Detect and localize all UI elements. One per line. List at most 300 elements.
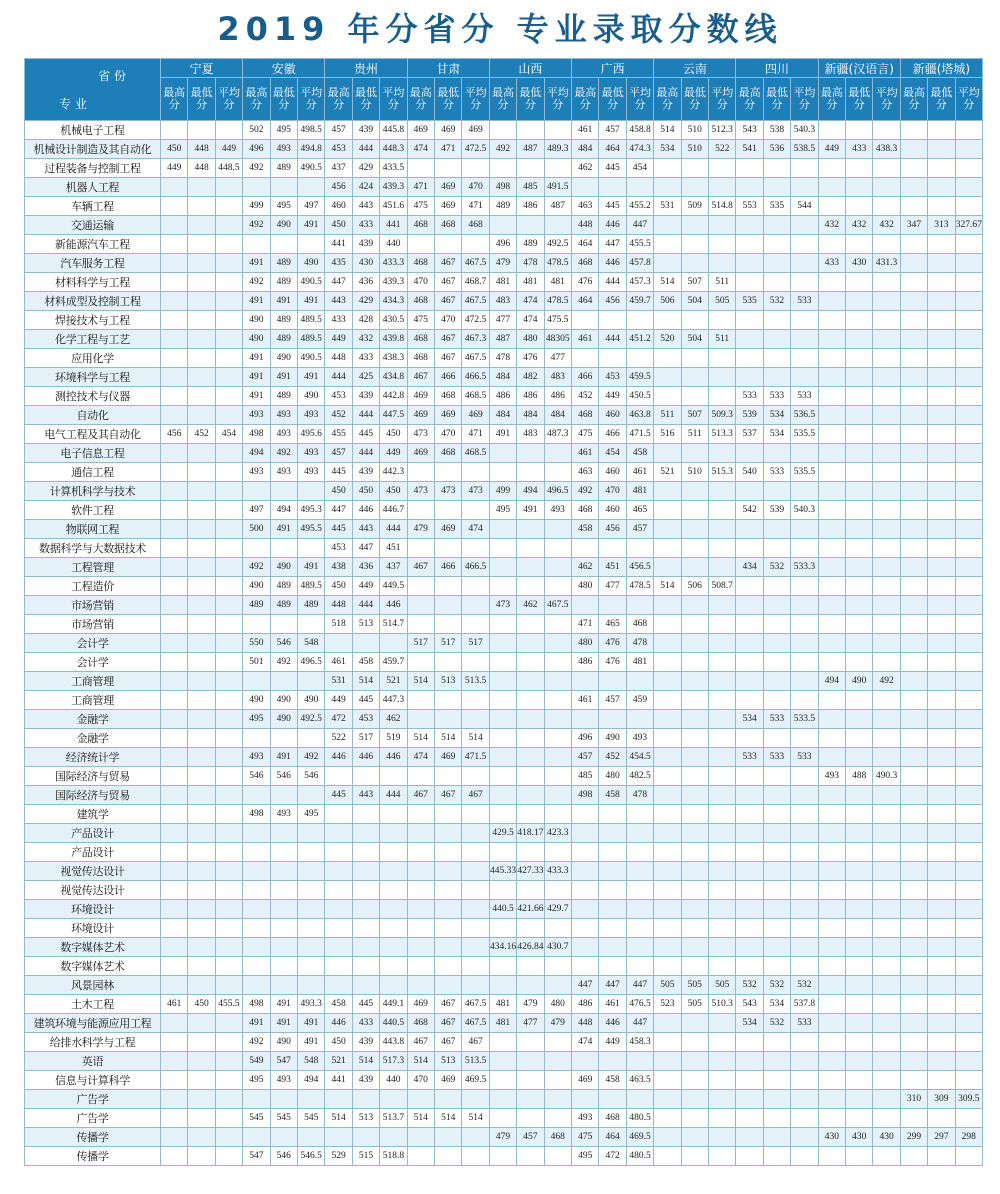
score-cell xyxy=(654,216,681,235)
score-cell xyxy=(928,710,955,729)
score-cell xyxy=(791,1128,818,1147)
score-type-header: 最低分 xyxy=(270,78,297,121)
score-cell xyxy=(462,710,489,729)
score-cell: 493 xyxy=(297,444,324,463)
score-cell xyxy=(380,976,407,995)
score-cell xyxy=(215,710,242,729)
score-cell xyxy=(928,254,955,273)
score-cell: 439 xyxy=(352,463,379,482)
table-row xyxy=(25,1147,983,1166)
score-cell xyxy=(846,1109,873,1128)
table-row xyxy=(25,995,983,1014)
table-row xyxy=(25,482,983,501)
score-cell: 451 xyxy=(380,539,407,558)
score-cell: 473 xyxy=(462,482,489,501)
score-cell: 486 xyxy=(489,387,516,406)
score-cell: 533 xyxy=(763,710,790,729)
major-name-cell: 国际经济与贸易 xyxy=(25,786,161,805)
score-cell xyxy=(435,463,462,482)
score-cell xyxy=(489,748,516,767)
score-cell xyxy=(736,330,763,349)
score-cell xyxy=(846,976,873,995)
score-cell xyxy=(544,1109,571,1128)
score-cell xyxy=(955,957,982,976)
score-cell: 433.5 xyxy=(380,159,407,178)
score-cell xyxy=(572,596,599,615)
score-cell: 493 xyxy=(270,425,297,444)
score-cell xyxy=(270,729,297,748)
score-cell xyxy=(900,710,927,729)
score-cell xyxy=(188,1071,215,1090)
score-cell: 469 xyxy=(462,121,489,140)
score-cell: 458 xyxy=(599,786,626,805)
score-cell xyxy=(572,824,599,843)
score-cell xyxy=(955,140,982,159)
score-cell xyxy=(681,881,708,900)
score-cell: 458 xyxy=(599,1071,626,1090)
score-cell xyxy=(791,596,818,615)
score-type-header: 最低分 xyxy=(763,78,790,121)
score-cell xyxy=(955,178,982,197)
score-cell xyxy=(955,1014,982,1033)
score-cell xyxy=(873,311,900,330)
score-cell xyxy=(846,843,873,862)
score-cell: 423.3 xyxy=(544,824,571,843)
table-row xyxy=(25,957,983,976)
score-cell: 491 xyxy=(270,995,297,1014)
score-cell xyxy=(517,805,544,824)
score-cell: 494 xyxy=(270,501,297,520)
corner-province-label: 省 份 xyxy=(98,69,126,83)
score-cell xyxy=(928,482,955,501)
score-cell: 543 xyxy=(736,995,763,1014)
score-cell xyxy=(818,273,845,292)
score-cell xyxy=(900,786,927,805)
score-cell xyxy=(407,691,434,710)
score-cell: 446 xyxy=(599,216,626,235)
score-cell xyxy=(380,843,407,862)
score-cell: 453 xyxy=(599,368,626,387)
score-cell: 433 xyxy=(818,254,845,273)
score-cell: 313 xyxy=(928,216,955,235)
score-cell xyxy=(188,1052,215,1071)
score-type-header: 最高分 xyxy=(654,78,681,121)
score-cell: 448 xyxy=(188,140,215,159)
score-cell xyxy=(846,748,873,767)
score-cell: 453 xyxy=(325,539,352,558)
score-cell: 535 xyxy=(763,197,790,216)
score-cell: 468.7 xyxy=(462,273,489,292)
score-cell: 476 xyxy=(599,653,626,672)
score-cell: 494 xyxy=(818,672,845,691)
score-cell xyxy=(928,197,955,216)
score-cell xyxy=(846,292,873,311)
score-cell xyxy=(517,159,544,178)
score-cell xyxy=(188,710,215,729)
score-cell: 477 xyxy=(599,577,626,596)
score-cell: 485 xyxy=(572,767,599,786)
score-cell: 457 xyxy=(517,1128,544,1147)
score-type-header: 平均分 xyxy=(626,78,653,121)
score-cell: 455.5 xyxy=(626,235,653,254)
score-cell: 451 xyxy=(599,558,626,577)
score-cell xyxy=(325,824,352,843)
score-type-header: 最高分 xyxy=(572,78,599,121)
score-cell: 494.8 xyxy=(297,140,324,159)
score-cell xyxy=(161,197,188,216)
score-cell: 469 xyxy=(435,520,462,539)
score-cell: 468 xyxy=(407,330,434,349)
score-cell xyxy=(873,729,900,748)
score-cell xyxy=(955,748,982,767)
score-cell xyxy=(215,748,242,767)
score-cell xyxy=(161,672,188,691)
score-cell xyxy=(818,178,845,197)
score-cell xyxy=(873,691,900,710)
score-cell xyxy=(435,539,462,558)
table-row xyxy=(25,235,983,254)
score-cell xyxy=(818,938,845,957)
score-cell xyxy=(900,729,927,748)
score-cell xyxy=(681,805,708,824)
score-cell xyxy=(572,900,599,919)
score-cell xyxy=(654,767,681,786)
score-cell: 546 xyxy=(270,634,297,653)
score-cell xyxy=(791,235,818,254)
score-cell xyxy=(709,786,736,805)
score-cell: 491 xyxy=(270,368,297,387)
score-cell xyxy=(709,805,736,824)
score-cell: 447.3 xyxy=(380,691,407,710)
score-cell: 436 xyxy=(352,558,379,577)
score-cell: 469 xyxy=(407,406,434,425)
score-cell xyxy=(955,710,982,729)
score-cell xyxy=(215,615,242,634)
major-name-cell: 交通运输 xyxy=(25,216,161,235)
score-cell xyxy=(900,596,927,615)
score-cell xyxy=(544,444,571,463)
score-cell xyxy=(188,577,215,596)
score-cell xyxy=(215,843,242,862)
score-cell: 490.5 xyxy=(297,159,324,178)
score-cell: 459 xyxy=(626,691,653,710)
score-cell: 477 xyxy=(489,311,516,330)
score-cell xyxy=(352,634,379,653)
score-cell: 518 xyxy=(325,615,352,634)
score-cell xyxy=(325,767,352,786)
score-cell xyxy=(791,216,818,235)
table-row xyxy=(25,710,983,729)
score-cell xyxy=(517,1090,544,1109)
score-cell xyxy=(900,197,927,216)
score-cell xyxy=(818,520,845,539)
score-cell xyxy=(243,881,270,900)
score-cell xyxy=(736,368,763,387)
score-cell xyxy=(928,1033,955,1052)
score-cell: 514.8 xyxy=(709,197,736,216)
score-cell xyxy=(846,1147,873,1166)
score-cell xyxy=(435,881,462,900)
score-cell xyxy=(435,1090,462,1109)
score-cell: 496.5 xyxy=(297,653,324,672)
score-cell xyxy=(900,634,927,653)
score-cell: 514 xyxy=(352,1052,379,1071)
score-cell: 481 xyxy=(544,273,571,292)
score-cell xyxy=(161,710,188,729)
score-cell xyxy=(709,1128,736,1147)
score-cell: 533 xyxy=(736,387,763,406)
score-cell: 505 xyxy=(709,292,736,311)
score-cell: 489.5 xyxy=(297,330,324,349)
score-cell: 491 xyxy=(297,1014,324,1033)
score-cell xyxy=(462,881,489,900)
score-cell xyxy=(654,178,681,197)
score-cell: 517.3 xyxy=(380,1052,407,1071)
score-cell xyxy=(900,444,927,463)
score-cell xyxy=(900,919,927,938)
score-cell xyxy=(215,1128,242,1147)
table-row xyxy=(25,349,983,368)
score-cell xyxy=(517,691,544,710)
score-cell xyxy=(654,520,681,539)
score-cell xyxy=(681,368,708,387)
score-cell: 495 xyxy=(572,1147,599,1166)
score-cell xyxy=(654,786,681,805)
score-cell xyxy=(517,843,544,862)
score-cell: 489 xyxy=(270,254,297,273)
major-name-cell: 市场营销 xyxy=(25,596,161,615)
score-cell: 475 xyxy=(572,425,599,444)
score-cell: 518.8 xyxy=(380,1147,407,1166)
score-cell xyxy=(928,767,955,786)
score-cell: 514 xyxy=(654,121,681,140)
score-cell xyxy=(654,900,681,919)
score-cell xyxy=(517,615,544,634)
score-cell: 534 xyxy=(763,995,790,1014)
score-cell xyxy=(846,197,873,216)
score-cell: 444 xyxy=(380,520,407,539)
score-cell xyxy=(791,843,818,862)
major-name-cell: 软件工程 xyxy=(25,501,161,520)
score-cell xyxy=(763,539,790,558)
score-cell xyxy=(544,121,571,140)
score-cell xyxy=(626,178,653,197)
score-cell xyxy=(243,957,270,976)
score-cell xyxy=(297,938,324,957)
score-cell xyxy=(572,349,599,368)
score-cell: 468 xyxy=(462,216,489,235)
province-header-row xyxy=(25,59,983,78)
score-cell xyxy=(215,824,242,843)
score-cell: 468 xyxy=(572,406,599,425)
score-cell xyxy=(873,539,900,558)
score-cell xyxy=(517,216,544,235)
score-cell xyxy=(435,615,462,634)
score-cell xyxy=(736,729,763,748)
score-cell xyxy=(763,520,790,539)
score-cell xyxy=(791,444,818,463)
score-cell xyxy=(955,387,982,406)
score-cell: 479 xyxy=(517,995,544,1014)
score-cell xyxy=(243,900,270,919)
score-cell xyxy=(161,938,188,957)
score-cell: 450 xyxy=(352,482,379,501)
score-cell xyxy=(215,444,242,463)
score-cell: 429.5 xyxy=(489,824,516,843)
score-cell xyxy=(900,406,927,425)
score-cell xyxy=(846,311,873,330)
score-cell xyxy=(544,1071,571,1090)
table-row xyxy=(25,501,983,520)
score-cell xyxy=(243,862,270,881)
score-cell: 486 xyxy=(572,995,599,1014)
score-cell: 434.8 xyxy=(380,368,407,387)
score-cell xyxy=(955,121,982,140)
major-name-cell: 广告学 xyxy=(25,1090,161,1109)
score-cell: 537 xyxy=(736,425,763,444)
score-cell: 468 xyxy=(435,216,462,235)
score-cell xyxy=(873,558,900,577)
score-cell: 514 xyxy=(407,672,434,691)
score-cell xyxy=(407,767,434,786)
score-cell: 441 xyxy=(380,216,407,235)
score-cell xyxy=(709,501,736,520)
score-cell xyxy=(818,824,845,843)
score-cell xyxy=(626,824,653,843)
major-name-cell: 材料科学与工程 xyxy=(25,273,161,292)
score-cell xyxy=(736,1109,763,1128)
score-cell xyxy=(215,881,242,900)
score-cell: 443.8 xyxy=(380,1033,407,1052)
score-cell xyxy=(928,957,955,976)
score-cell xyxy=(736,634,763,653)
score-cell: 452 xyxy=(325,406,352,425)
score-cell xyxy=(489,634,516,653)
score-cell: 533 xyxy=(791,387,818,406)
score-cell xyxy=(900,159,927,178)
score-cell xyxy=(709,824,736,843)
score-cell: 537.8 xyxy=(791,995,818,1014)
score-cell: 484 xyxy=(489,368,516,387)
score-cell xyxy=(297,976,324,995)
score-type-header: 平均分 xyxy=(955,78,982,121)
score-cell xyxy=(818,121,845,140)
score-cell: 489 xyxy=(270,311,297,330)
score-cell xyxy=(188,634,215,653)
score-cell xyxy=(900,691,927,710)
score-cell: 433 xyxy=(846,140,873,159)
score-cell: 447 xyxy=(599,976,626,995)
score-cell: 545 xyxy=(243,1109,270,1128)
score-cell xyxy=(818,1109,845,1128)
score-cell xyxy=(736,254,763,273)
score-cell xyxy=(270,862,297,881)
score-cell xyxy=(489,1071,516,1090)
score-cell: 446 xyxy=(380,596,407,615)
score-cell xyxy=(544,558,571,577)
score-cell xyxy=(681,387,708,406)
score-cell xyxy=(736,691,763,710)
score-cell: 466 xyxy=(435,558,462,577)
score-cell xyxy=(297,539,324,558)
score-cell xyxy=(681,957,708,976)
score-cell xyxy=(654,311,681,330)
score-cell: 480 xyxy=(572,634,599,653)
score-cell xyxy=(572,957,599,976)
score-cell xyxy=(626,539,653,558)
score-cell: 469 xyxy=(462,406,489,425)
score-cell xyxy=(352,976,379,995)
major-name-cell: 风景园林 xyxy=(25,976,161,995)
score-cell xyxy=(654,482,681,501)
score-cell xyxy=(928,368,955,387)
score-cell xyxy=(435,653,462,672)
score-cell xyxy=(161,292,188,311)
score-cell: 450 xyxy=(325,216,352,235)
score-cell xyxy=(709,387,736,406)
score-cell xyxy=(900,615,927,634)
score-cell xyxy=(325,919,352,938)
score-cell xyxy=(435,710,462,729)
score-cell xyxy=(188,615,215,634)
score-cell: 478.5 xyxy=(544,292,571,311)
score-cell: 467 xyxy=(407,368,434,387)
score-cell: 453 xyxy=(325,140,352,159)
score-cell xyxy=(709,1147,736,1166)
score-cell xyxy=(215,539,242,558)
score-cell xyxy=(325,1090,352,1109)
score-cell xyxy=(736,1033,763,1052)
score-cell xyxy=(297,672,324,691)
score-cell xyxy=(380,919,407,938)
score-cell: 532 xyxy=(763,558,790,577)
score-cell xyxy=(188,273,215,292)
score-cell: 425 xyxy=(352,368,379,387)
table-row xyxy=(25,729,983,748)
score-cell xyxy=(626,843,653,862)
score-cell xyxy=(846,539,873,558)
score-cell xyxy=(161,444,188,463)
score-cell: 479 xyxy=(407,520,434,539)
province-header: 山西 xyxy=(489,59,571,78)
score-cell xyxy=(243,824,270,843)
score-cell xyxy=(681,596,708,615)
score-cell xyxy=(161,976,188,995)
score-cell: 506 xyxy=(654,292,681,311)
score-cell: 468 xyxy=(572,501,599,520)
score-cell: 490 xyxy=(243,577,270,596)
score-cell xyxy=(654,748,681,767)
score-cell xyxy=(188,900,215,919)
score-cell xyxy=(544,159,571,178)
score-cell xyxy=(352,767,379,786)
score-cell xyxy=(270,900,297,919)
score-cell xyxy=(681,501,708,520)
score-cell: 309 xyxy=(928,1090,955,1109)
score-cell: 472.5 xyxy=(462,140,489,159)
score-cell: 465 xyxy=(626,501,653,520)
score-cell: 522 xyxy=(709,140,736,159)
score-cell xyxy=(818,862,845,881)
score-cell xyxy=(709,1033,736,1052)
score-cell xyxy=(407,615,434,634)
score-cell xyxy=(161,1147,188,1166)
score-cell: 467 xyxy=(435,349,462,368)
score-cell: 467 xyxy=(435,1033,462,1052)
score-cell xyxy=(517,1147,544,1166)
score-cell: 491 xyxy=(297,1033,324,1052)
score-cell xyxy=(928,178,955,197)
